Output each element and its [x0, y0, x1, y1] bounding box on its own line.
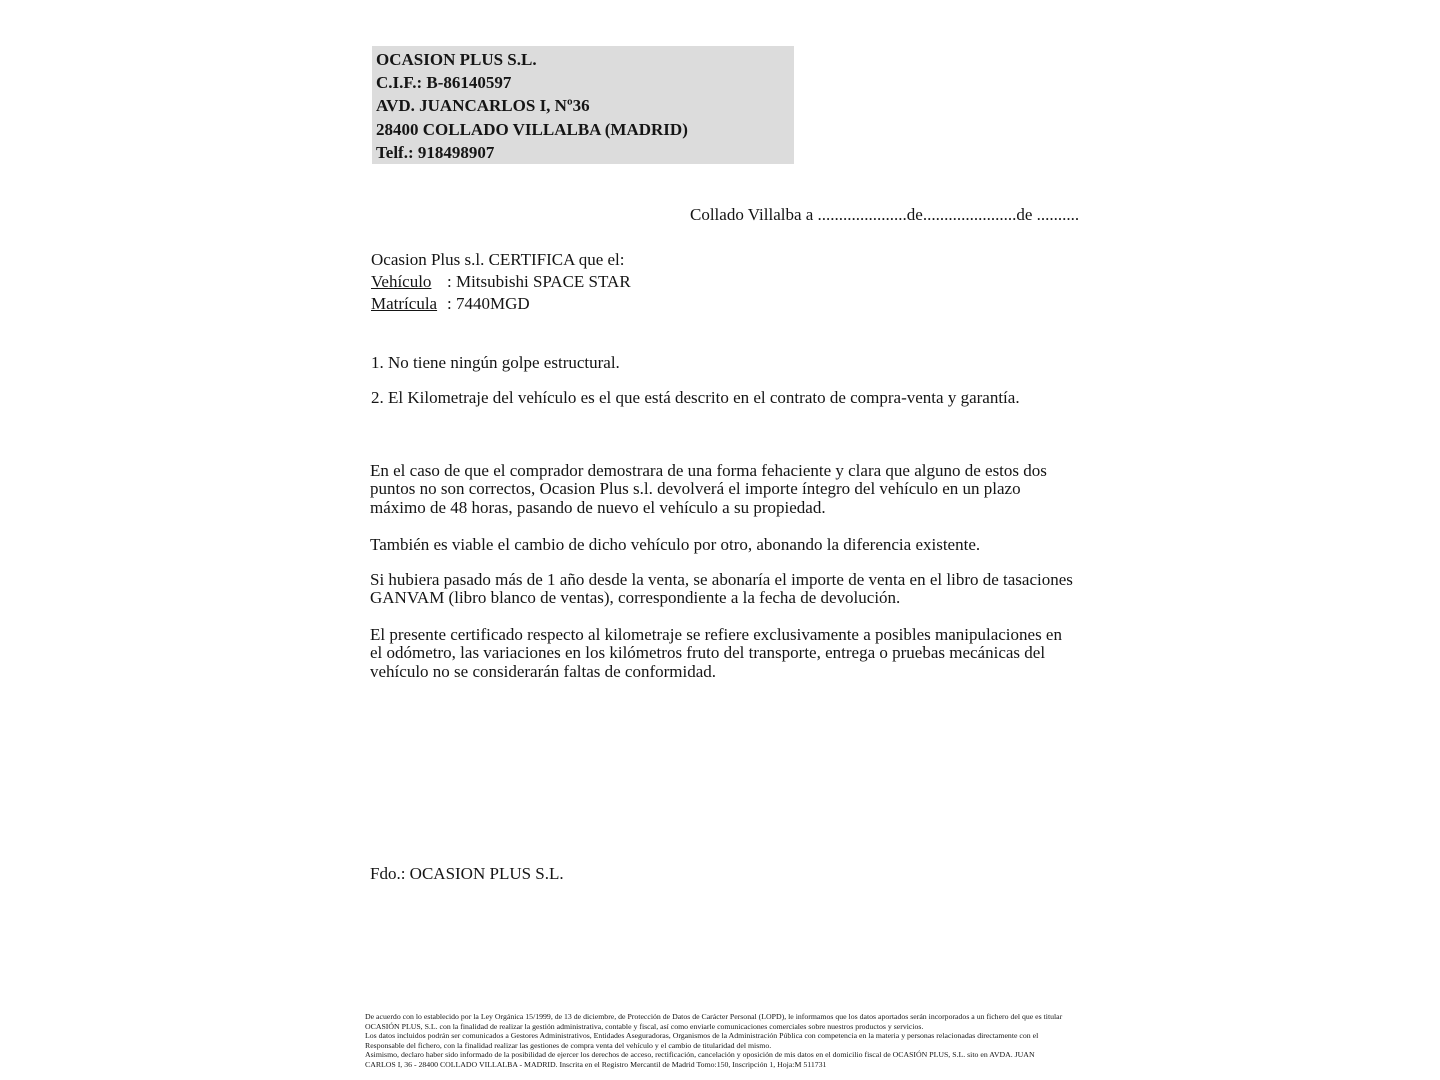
paragraph-exchange: También es viable el cambio de dicho vehículo por otro, abonando la diferencia existente. — [370, 535, 981, 554]
numbered-item-structural: 1. No tiene ningún golpe estructural. — [371, 353, 620, 372]
paragraph-odometer: El presente certificado respecto al kilometraje se refiere exclusivamente a posibles manipulaciones en el odómetro, las variaciones en los kilómetros fruto del transporte, entrega o pruebas mecánicas del vehículo no se considerarán faltas de conformidad. — [370, 625, 1062, 681]
legal-footer — [365, 1012, 1062, 1069]
company-header-box — [372, 46, 794, 164]
company-phone: Telf.: 918498907 — [376, 142, 495, 162]
matricula-value: : 7440MGD — [447, 294, 530, 313]
legal-line-2: OCASIÓN PLUS, S.L. con la finalidad de realizar la gestión administrativa, contable y fiscal, así como enviarle comunicaciones comerciales sobre nuestros productos y servicios. — [365, 1021, 924, 1031]
legal-line-6: CARLOS I, 36 - 28400 COLLADO VILLALBA - MADRID. Inscrita en el Registro Mercantil de Madrid Tomo:150, Inscripción 1, Hoja:M 511731 — [365, 1059, 827, 1069]
date-line: Collado Villalba a .....................de......................de .......... — [690, 205, 1080, 224]
company-name: OCASION PLUS S.L. — [376, 50, 537, 69]
matricula-label: Matrícula — [371, 294, 438, 313]
certify-intro: Ocasion Plus s.l. CERTIFICA que el: — [371, 250, 625, 269]
legal-line-3: Los datos incluidos podrán ser comunicados a Gestores Administrativos, Entidades Aseguradoras, Organismos de la Administración Pública con competencia en la materia y personas relacionadas directamente con el — [365, 1031, 1039, 1041]
signature-line: Fdo.: OCASION PLUS S.L. — [370, 864, 564, 883]
paragraph-refund: En el caso de que el comprador demostrara de una forma fehaciente y clara que alguno de estos dos puntos no son correctos, Ocasion Plus s.l. devolverá el importe íntegro del vehículo en un plazo máximo de 48 horas, pasando de nuevo el vehículo a su propiedad. — [370, 461, 1047, 517]
paragraph-ganvam: Si hubiera pasado más de 1 año desde la venta, se abonaría el importe de venta en el libro de tasaciones GANVAM (libro blanco de ventas), correspondiente a la fecha de devolución. — [370, 570, 1073, 608]
company-city: 28400 COLLADO VILLALBA (MADRID) — [376, 119, 688, 139]
vehiculo-label: Vehículo — [371, 272, 432, 291]
legal-line-5: Asimismo, declaro haber sido informado de la posibilidad de ejercer los derechos de acceso, rectificación, cancelación y oposición de mis datos en el domicilio fiscal de OCASIÓN PLUS, S.L. sito en AVDA. JUAN — [365, 1050, 1035, 1060]
company-cif: C.I.F.: B-86140597 — [376, 73, 512, 93]
vehiculo-value: : Mitsubishi SPACE STAR — [447, 272, 631, 291]
field-vehiculo — [371, 272, 631, 292]
legal-line-1: De acuerdo con lo establecido por la Ley Orgánica 15/1999, de 13 de diciembre, de Protección de Datos de Carácter Personal (LOPD), le informamos que los datos aportados serán incorporados a un fichero del que es titular — [365, 1012, 1063, 1021]
numbered-item-mileage: 2. El Kilometraje del vehículo es el que está descrito en el contrato de compra-venta y garantía. — [371, 388, 1020, 407]
company-address: AVD. JUANCARLOS I, Nº36 — [376, 96, 590, 116]
legal-line-4: Responsable del fichero, con la finalidad realizar las gestiones de compra venta del vehículo y el cambio de titularidad del mismo. — [365, 1040, 772, 1050]
field-matricula — [371, 294, 530, 314]
